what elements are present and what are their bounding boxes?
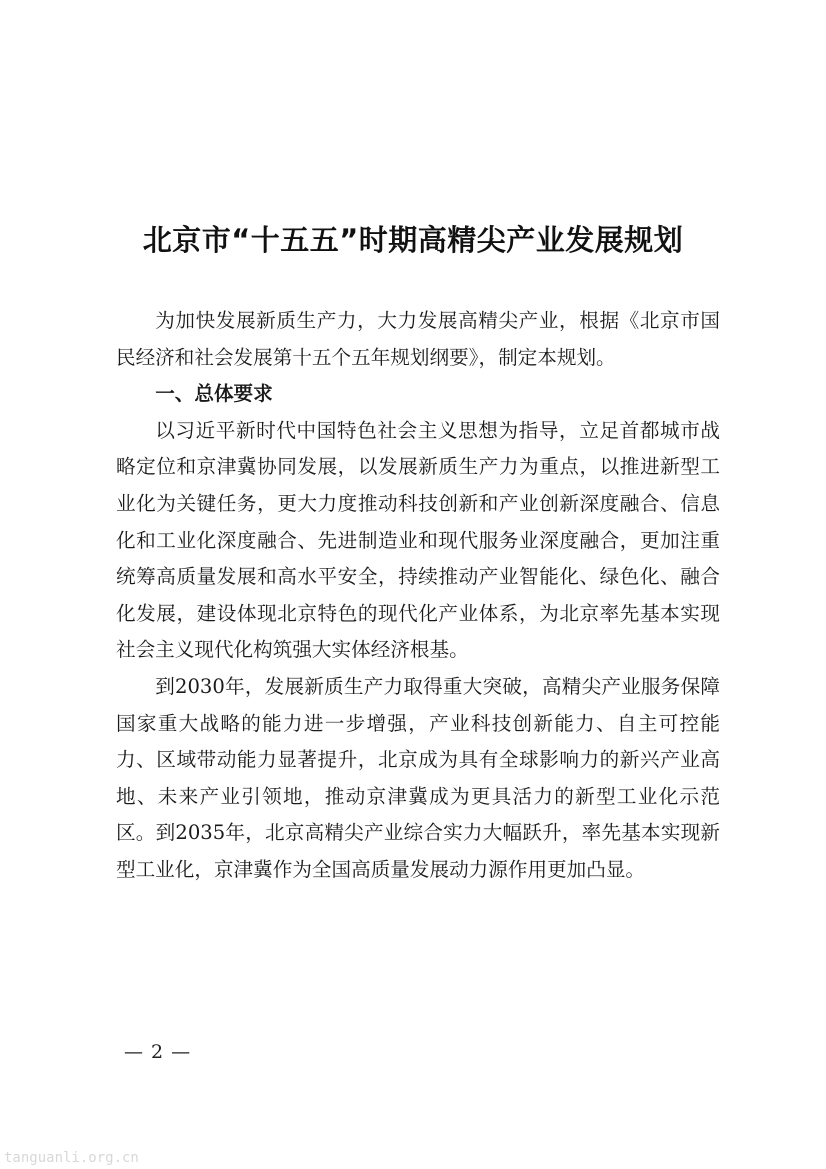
document-body bbox=[116, 303, 720, 889]
section-heading: 一、总体要求 bbox=[155, 382, 273, 406]
watermark: tanguanli.org.cn bbox=[4, 1150, 139, 1166]
intro-paragraph: 为加快发展新质生产力，大力发展高精尖产业，根据《北京市国民经济和社会发展第十五个五年规划纲要》，制定本规划。 bbox=[116, 309, 720, 369]
page-number: — 2 — bbox=[124, 1041, 192, 1063]
document-title: 北京市“十五五”时期高精尖产业发展规划 bbox=[142, 223, 684, 257]
body-paragraph-guidance: 以习近平新时代中国特色社会主义思想为指导，立足首都城市战略定位和京津冀协同发展，以发展新质生产力为重点，以推进新型工业化为关键任务，更大力度推动科技创新和产业创新深度融合、信息化和工业化深度融合、先进制造业和现代服务业深度融合，更加注重统筹高质量发展和高水平安全，持续推动产业智能化、绿色化、融合化发展，建设体现北京特色的现代化产业体系，为北京率先基本实现社会主义现代化构筑强大实体经济根基。 bbox=[116, 418, 720, 662]
body-paragraph-goals: 到2030年，发展新质生产力取得重大突破，高精尖产业服务保障国家重大战略的能力进一步增强，产业科技创新能力、自主可控能力、区域带动能力显著提升，北京成为具有全球影响力的新兴产业高地、未来产业引领地，推动京津冀成为更具活力的新型工业化示范区。到2035年，北京高精尖产业综合实力大幅跃升，率先基本实现新型工业化，京津冀作为全国高质量发展动力源作用更加凸显。 bbox=[116, 674, 720, 881]
